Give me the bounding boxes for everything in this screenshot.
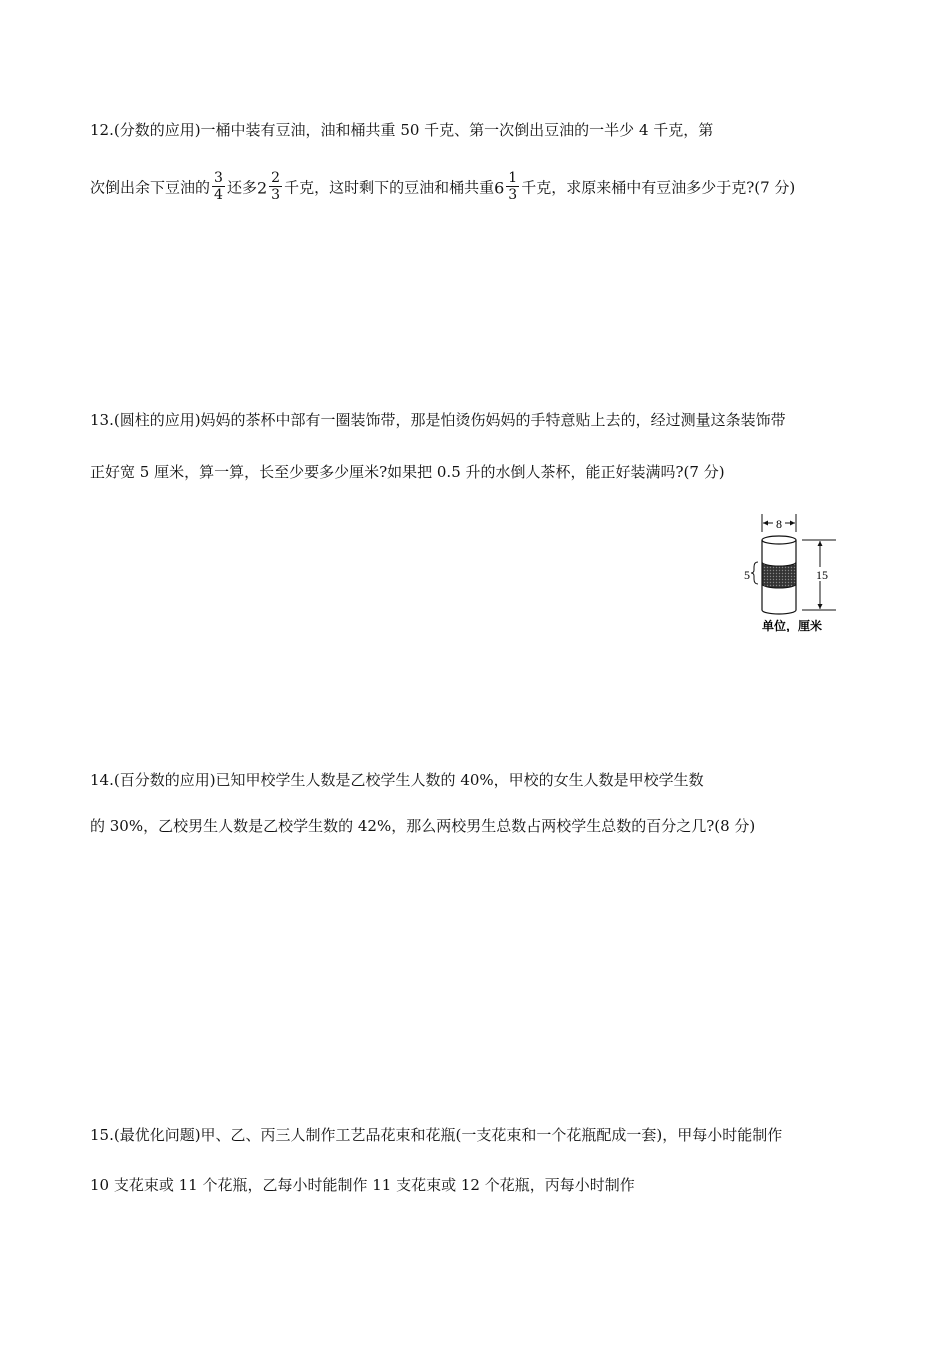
q12-line-1: 12.(分数的应用)一桶中装有豆油，油和桶共重 50 千克、第一次倒出豆油的一半少 4 千克，第	[90, 121, 714, 139]
diameter-label: 8	[776, 517, 782, 531]
q12-line-2	[90, 172, 795, 205]
q12-fraction-three-quarters: $\frac{3}{4}$	[214, 170, 223, 203]
unit-label: 单位，厘米	[762, 619, 823, 632]
q13-line-2: 正好宽 5 厘米，算一算，长至少要多少厘米?如果把 0.5 升的水倒人茶杯，能正好装满吗?(7 分)	[90, 463, 725, 481]
q13-line-1: 13.(圆柱的应用)妈妈的茶杯中部有一圈装饰带，那是怕烫伤妈妈的手特意贴上去的，经过测量这条装饰带	[90, 411, 786, 429]
q12-mixed1-fraction: $\frac{2}{3}$	[271, 170, 281, 203]
decorative-band	[762, 562, 796, 588]
q12-text-a: 次倒出余下豆油的	[90, 178, 211, 197]
cup-figure	[736, 512, 846, 632]
height-label: 15	[816, 568, 828, 582]
q12-text-c: 千克，这时剩下的豆油和桶共重	[284, 178, 495, 197]
cup-diagram	[736, 512, 846, 632]
q12-text-d: 千克，求原来桶中有豆油多少于克?(7 分)	[521, 178, 796, 197]
q14-line-2: 的 30%，乙校男生人数是乙校学生数的 42%，那么两校男生总数占两校学生总数的百分之几?(8 分)	[90, 817, 756, 835]
cup-top-rim	[762, 536, 796, 544]
q12-text-b: 还多	[226, 178, 257, 197]
q12-mixed2-whole: 6	[494, 178, 505, 198]
band-brace	[751, 562, 758, 584]
q12-mixed2-fraction: $\frac{1}{3}$	[508, 170, 518, 203]
q15-line-1: 15.(最优化问题)甲、乙、丙三人制作工艺品花束和花瓶(一支花束和一个花瓶配成一套)，甲每小时能制作	[90, 1126, 783, 1144]
q14-line-1: 14.(百分数的应用)已知甲校学生人数是乙校学生人数的 40%，甲校的女生人数是甲校学生数	[90, 771, 704, 789]
q15-line-2: 10 支花束或 11 个花瓶，乙每小时能制作 11 支花束或 12 个花瓶，丙每小时制作	[90, 1176, 635, 1194]
band-width-label: 5	[744, 568, 750, 582]
q12-mixed1-whole: 2	[256, 178, 268, 198]
